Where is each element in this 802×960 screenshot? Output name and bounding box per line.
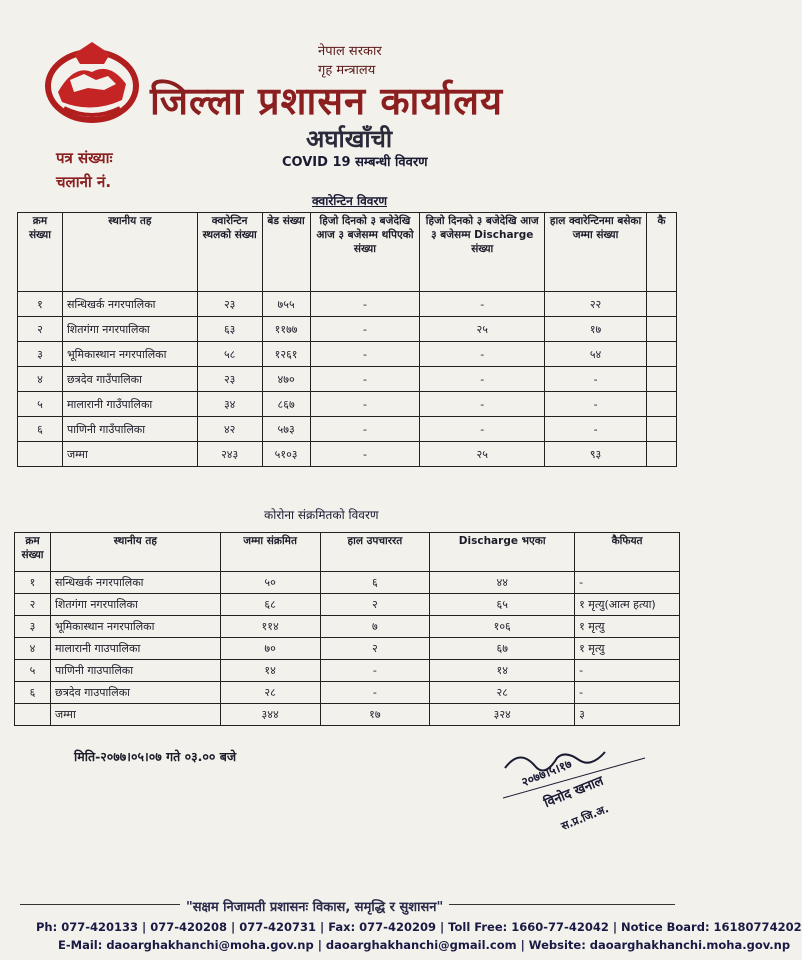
corona-cell-total: ५० <box>220 572 320 594</box>
quarantine-row <box>18 292 677 317</box>
quarantine-cell-discharged: - <box>420 392 545 417</box>
corona-cell-active: ६ <box>320 572 430 594</box>
quarantine-total-added: - <box>310 442 420 467</box>
corona-cell-remarks: - <box>575 660 680 682</box>
corona-cell-active: २ <box>320 638 430 660</box>
corona-total-row <box>15 704 680 726</box>
quarantine-cell-current: १७ <box>545 317 647 342</box>
corona-total-total: ३४४ <box>220 704 320 726</box>
corona-cell-remarks: १ मृत्यु <box>575 638 680 660</box>
corona-total-discharged: ३२४ <box>430 704 575 726</box>
corona-cell-sn: १ <box>15 572 51 594</box>
corona-row <box>15 572 680 594</box>
date-line: मिति-२०७७।०५।०७ गते ०३.०० बजे <box>74 749 237 764</box>
quarantine-cell-current: २२ <box>545 292 647 317</box>
quarantine-row <box>18 417 677 442</box>
quarantine-row <box>18 367 677 392</box>
quarantine-cell-added: - <box>310 292 420 317</box>
quarantine-cell-sn: २ <box>18 317 63 342</box>
corona-cell-name: मालारानी गाउपालिका <box>50 638 220 660</box>
corona-cell-sn: ६ <box>15 682 51 704</box>
header-cell: क्रम संख्या <box>15 533 51 572</box>
quarantine-cell-beds: ११७७ <box>262 317 310 342</box>
header-cell: हाल क्वारेन्टिनमा बसेका जम्मा संख्या <box>545 213 647 292</box>
corona-cell-remarks: - <box>575 682 680 704</box>
header-cell: क्वारेन्टिन स्थलको संख्या <box>197 213 262 292</box>
blank-cell <box>646 442 676 467</box>
corona-row <box>15 594 680 616</box>
header-cell: बेड संख्या <box>262 213 310 292</box>
corona-cell-active: २ <box>320 594 430 616</box>
quarantine-total-row <box>18 442 677 467</box>
signatory-title: स.प्र.जि.अ. <box>559 802 611 833</box>
corona-total-label: जम्मा <box>50 704 220 726</box>
corona-cell-remarks: १ मृत्यु(आत्म हत्या) <box>575 594 680 616</box>
quarantine-cell-current: - <box>545 417 647 442</box>
quarantine-cell-sites: ५८ <box>197 342 262 367</box>
corona-cell-total: २८ <box>220 682 320 704</box>
quarantine-cell-note <box>646 367 676 392</box>
corona-cell-name: छत्रदेव गाउपालिका <box>50 682 220 704</box>
subject-line: COVID 19 सम्बन्धी विवरण <box>282 155 428 170</box>
quarantine-row <box>18 392 677 417</box>
quarantine-cell-beds: ४७० <box>262 367 310 392</box>
quarantine-cell-sn: ३ <box>18 342 63 367</box>
footer-phones: Ph: 077-420133 | 077-420208 | 077-420731 | Fax: 077-420209 | Toll Free: 1660-77-42042 | Notice Board: 16180774202 <box>36 920 802 934</box>
blank-cell <box>15 704 51 726</box>
quarantine-header-row <box>18 213 677 292</box>
corona-cell-discharged: १०६ <box>430 616 575 638</box>
quarantine-row <box>18 342 677 367</box>
quarantine-cell-current: ५४ <box>545 342 647 367</box>
ministry-name: गृह मन्त्रालय <box>318 63 376 78</box>
quarantine-cell-added: - <box>310 342 420 367</box>
quarantine-cell-sites: ६३ <box>197 317 262 342</box>
corona-cell-remarks: १ मृत्यु <box>575 616 680 638</box>
corona-cell-active: - <box>320 660 430 682</box>
office-title: जिल्ला प्रशासन कार्यालय <box>150 79 504 123</box>
quarantine-cell-beds: ८६७ <box>262 392 310 417</box>
corona-row <box>15 682 680 704</box>
corona-header-row <box>15 533 680 572</box>
header-cell: Discharge भएका <box>430 533 575 572</box>
dispatch-number-label: चलानी नं. <box>56 173 112 191</box>
nepal-emblem-icon <box>44 34 140 124</box>
corona-cell-name: शितगंगा नगरपालिका <box>50 594 220 616</box>
signature-date: २०७७।५।१७ <box>519 756 574 790</box>
corona-cell-sn: ४ <box>15 638 51 660</box>
quarantine-cell-added: - <box>310 417 420 442</box>
corona-cell-active: - <box>320 682 430 704</box>
header-cell: हिजो दिनको ३ बजेदेखि आज ३ बजेसम्म थपिएको संख्या <box>310 213 420 292</box>
header-cell: हाल उपचाररत <box>320 533 430 572</box>
corona-cell-name: भूमिकास्थान नगरपालिका <box>50 616 220 638</box>
quarantine-cell-sn: ४ <box>18 367 63 392</box>
quarantine-cell-sites: ४२ <box>197 417 262 442</box>
quarantine-cell-added: - <box>310 392 420 417</box>
quarantine-cell-note <box>646 417 676 442</box>
quarantine-cell-name: मालारानी गाउँपालिका <box>62 392 197 417</box>
header-cell: स्थानीय तह <box>62 213 197 292</box>
corona-cell-name: पाणिनी गाउपालिका <box>50 660 220 682</box>
quarantine-cell-sn: ६ <box>18 417 63 442</box>
quarantine-total-current: ९३ <box>545 442 647 467</box>
corona-caption: कोरोना संक्रमितको विवरण <box>264 508 379 522</box>
quarantine-cell-beds: ७५५ <box>262 292 310 317</box>
corona-total-active: १७ <box>320 704 430 726</box>
quarantine-cell-beds: ५७३ <box>262 417 310 442</box>
quarantine-cell-sn: ५ <box>18 392 63 417</box>
quarantine-cell-sn: १ <box>18 292 63 317</box>
quarantine-row <box>18 317 677 342</box>
corona-cell-total: ६८ <box>220 594 320 616</box>
quarantine-total-beds: ५१०३ <box>262 442 310 467</box>
corona-cell-active: ७ <box>320 616 430 638</box>
quarantine-total-discharged: २५ <box>420 442 545 467</box>
corona-cell-discharged: १४ <box>430 660 575 682</box>
quarantine-cell-note <box>646 317 676 342</box>
header-cell: कै <box>646 213 676 292</box>
header-cell: कैफियत <box>575 533 680 572</box>
corona-cell-remarks: - <box>575 572 680 594</box>
quarantine-cell-note <box>646 342 676 367</box>
quarantine-cell-note <box>646 392 676 417</box>
quarantine-cell-sites: २३ <box>197 292 262 317</box>
corona-cell-name: सन्धिखर्क नगरपालिका <box>50 572 220 594</box>
corona-cell-sn: २ <box>15 594 51 616</box>
reference-number-label: पत्र संख्याः <box>56 149 113 167</box>
corona-cell-sn: ३ <box>15 616 51 638</box>
corona-cell-total: ७० <box>220 638 320 660</box>
quarantine-cell-sites: ३४ <box>197 392 262 417</box>
government-name: नेपाल सरकार <box>318 44 382 59</box>
header-cell: जम्मा संक्रमित <box>220 533 320 572</box>
quarantine-cell-current: - <box>545 392 647 417</box>
quarantine-cell-discharged: - <box>420 367 545 392</box>
header-cell: क्रम संख्या <box>18 213 63 292</box>
corona-cell-total: ११४ <box>220 616 320 638</box>
corona-cell-discharged: ४४ <box>430 572 575 594</box>
quarantine-cell-name: सन्धिखर्क नगरपालिका <box>62 292 197 317</box>
quarantine-cell-name: शितगंगा नगरपालिका <box>62 317 197 342</box>
corona-cell-discharged: ६५ <box>430 594 575 616</box>
quarantine-cell-name: भूमिकास्थान नगरपालिका <box>62 342 197 367</box>
header-cell: हिजो दिनको ३ बजेदेखि आज ३ बजेसम्म Discharge संख्या <box>420 213 545 292</box>
blank-cell <box>18 442 63 467</box>
quarantine-cell-added: - <box>310 367 420 392</box>
corona-row <box>15 660 680 682</box>
footer-emails: E-Mail: daoarghakhanchi@moha.gov.np | daoarghakhanchi@gmail.com | Website: daoarghakhanchi.moha.gov.np <box>58 938 791 952</box>
quarantine-cell-sites: २३ <box>197 367 262 392</box>
quarantine-cell-discharged: - <box>420 292 545 317</box>
quarantine-cell-added: - <box>310 317 420 342</box>
quarantine-cell-name: पाणिनी गाउँपालिका <box>62 417 197 442</box>
quarantine-cell-discharged: - <box>420 417 545 442</box>
corona-table <box>14 532 680 726</box>
quarantine-cell-discharged: २५ <box>420 317 545 342</box>
footer-motto: "सक्षम निजामती प्रशासनः विकास, समृद्धि र सुशासन" <box>180 897 449 915</box>
corona-cell-discharged: ६७ <box>430 638 575 660</box>
quarantine-total-sites: २४३ <box>197 442 262 467</box>
quarantine-caption: क्वारेन्टिन विवरण <box>312 194 388 208</box>
corona-total-remarks: ३ <box>575 704 680 726</box>
district-name: अर्घाखाँची <box>306 125 393 153</box>
corona-row <box>15 638 680 660</box>
corona-cell-sn: ५ <box>15 660 51 682</box>
quarantine-table <box>17 212 677 467</box>
quarantine-cell-beds: १२६१ <box>262 342 310 367</box>
header-cell: स्थानीय तह <box>50 533 220 572</box>
corona-cell-total: १४ <box>220 660 320 682</box>
quarantine-cell-note <box>646 292 676 317</box>
quarantine-cell-discharged: - <box>420 342 545 367</box>
corona-row <box>15 616 680 638</box>
quarantine-total-label: जम्मा <box>62 442 197 467</box>
corona-cell-discharged: २८ <box>430 682 575 704</box>
signatory-name: विनोद खनाल <box>542 773 606 812</box>
quarantine-cell-current: - <box>545 367 647 392</box>
quarantine-cell-name: छत्रदेव गाउँपालिका <box>62 367 197 392</box>
